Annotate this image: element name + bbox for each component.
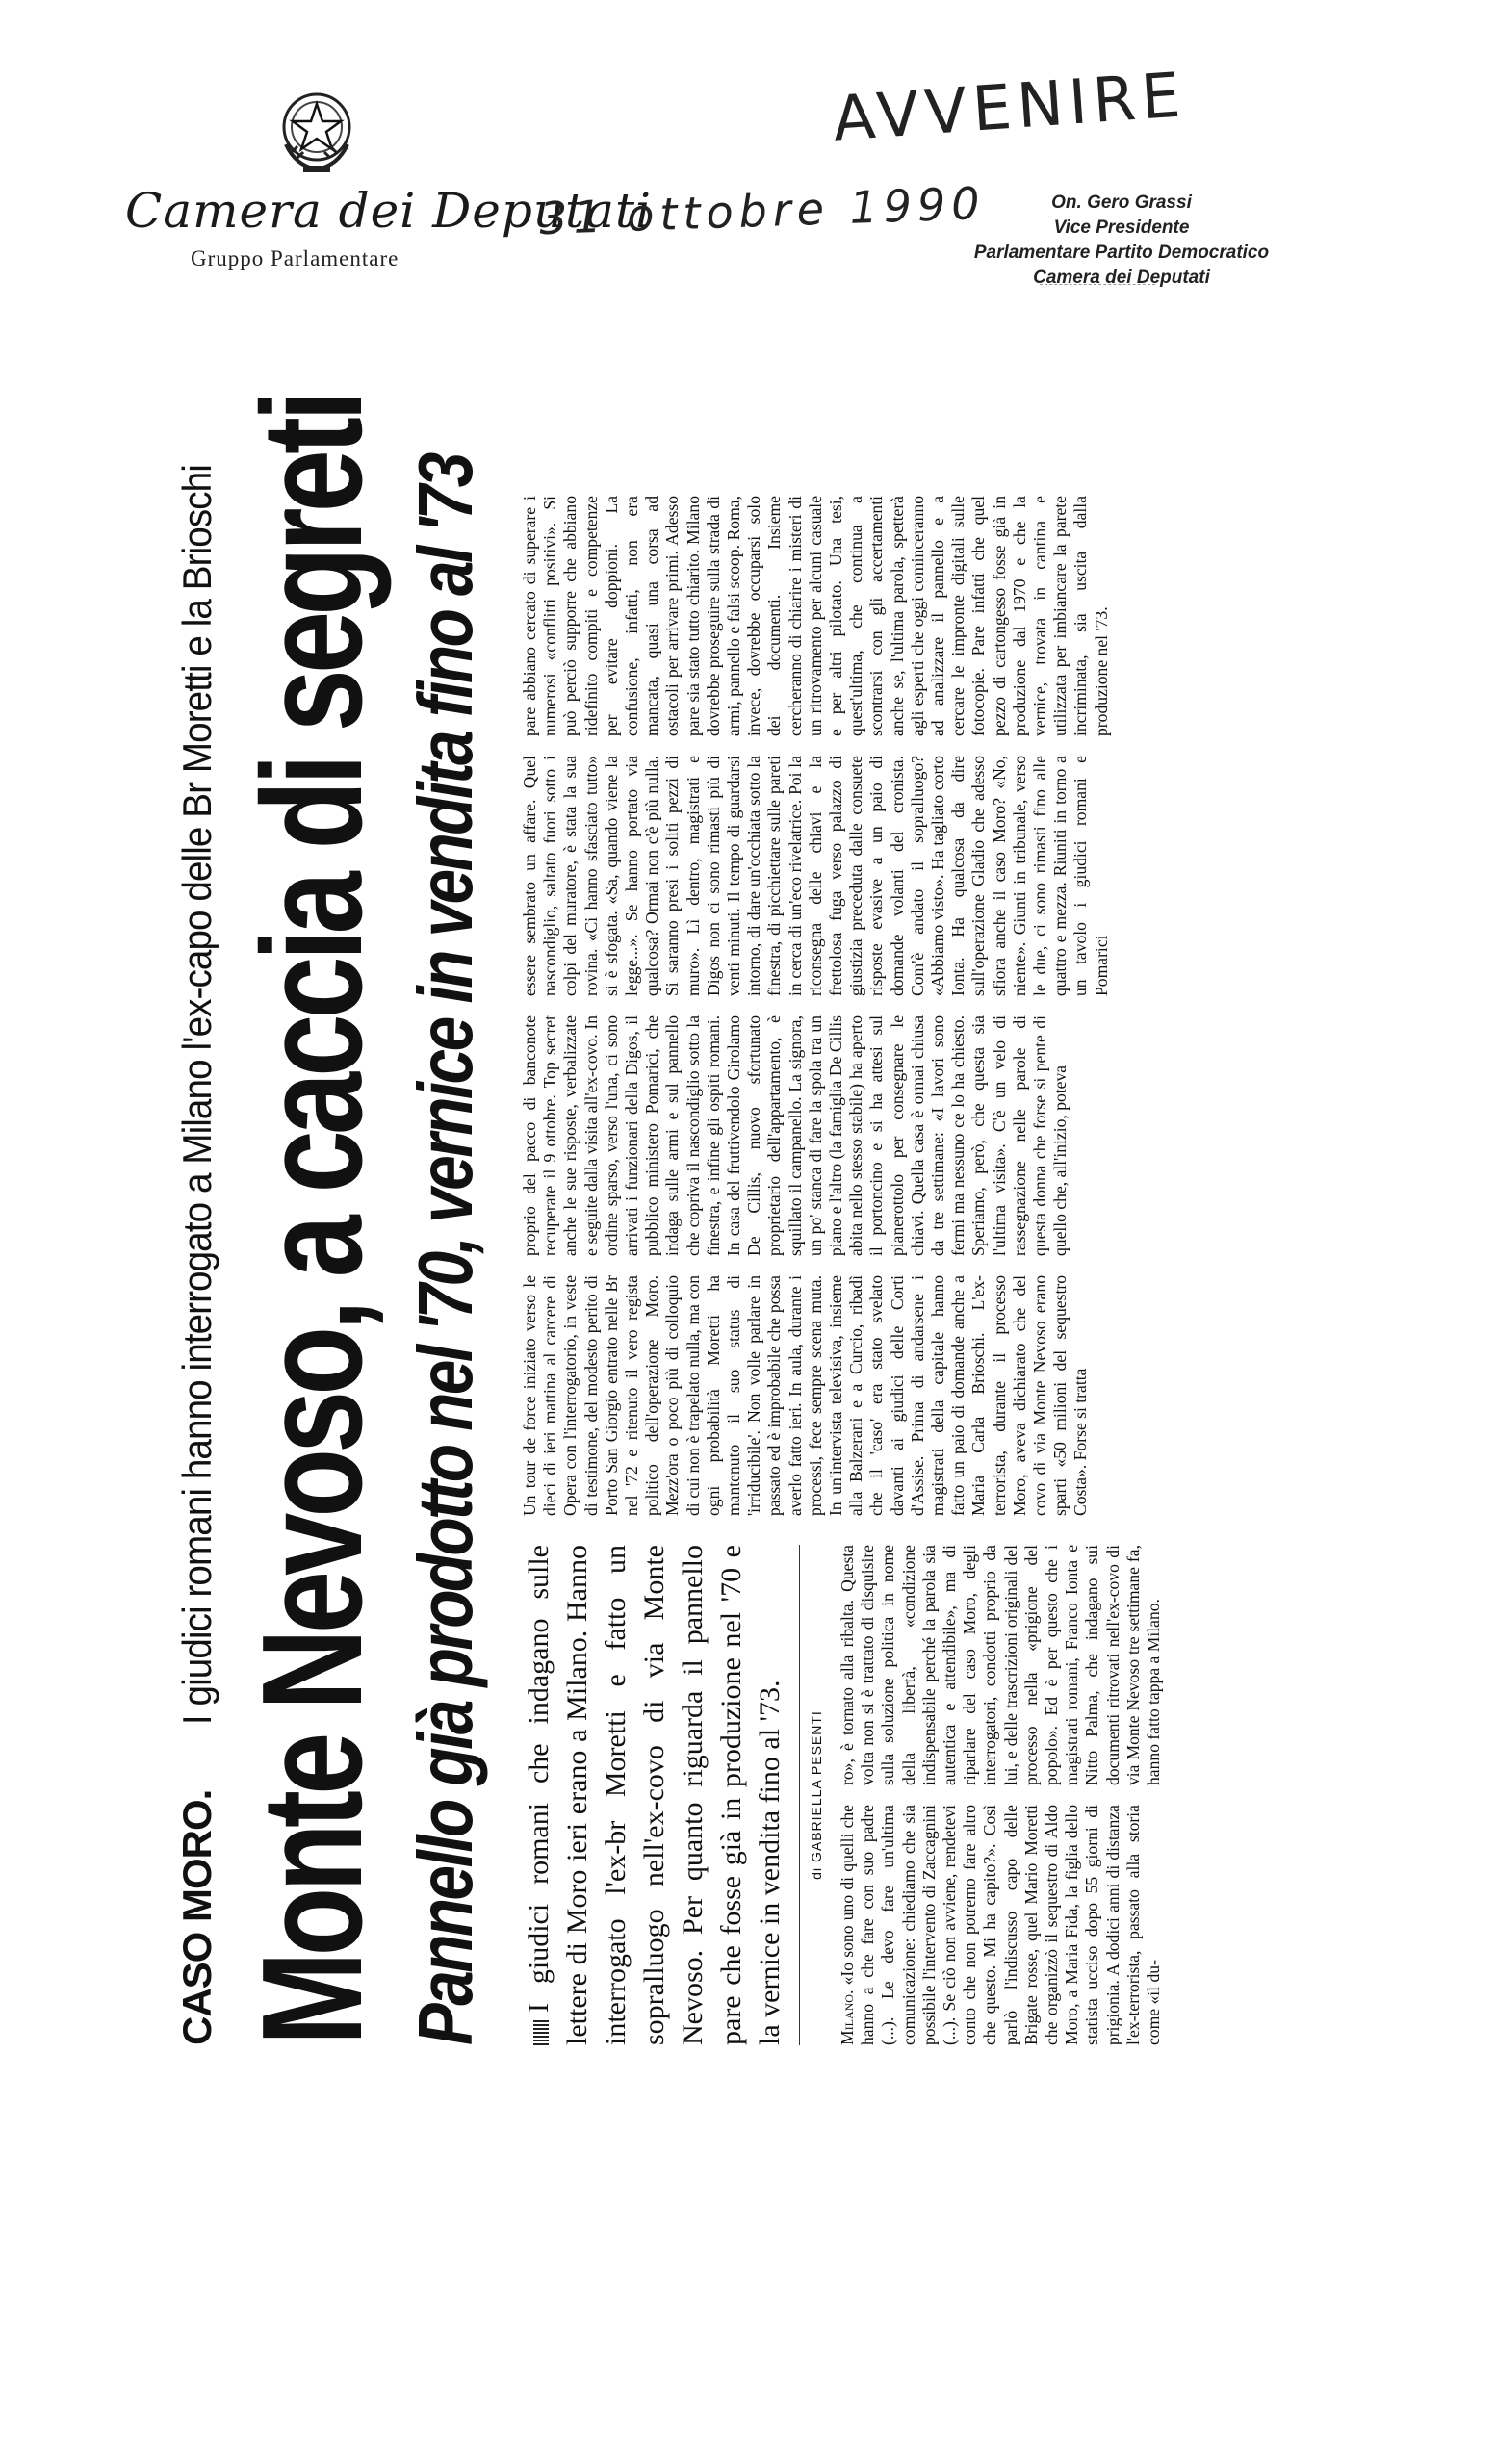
dateline: Milano. <box>838 1989 857 2045</box>
handwritten-newspaper-name: AVVENIRE <box>830 60 1189 156</box>
kicker-tag: CASO MORO. <box>174 1789 219 2045</box>
column-5-text: essere sembrato un affare. Quel nascondiglio, saltato fuori sotto i colpi del muratore, è stata la sua rovina. «Ci hanno sfasciato tutto» si è sfogata. «Sa, quando viene la legge...». Se hanno portato via qualcosa? Ormai non c'è più nulla. Si saranno presi i soliti pezzi di muro». Lì dentro, magistrati e Digos non ci sono rimasti più di venti minuti. Il tempo di guardarsi intorno, di dare un'occhiata sotto la finestra, di picchiettare sulle pareti in cerca di un'eco rivelatrice. Poi la riconsegna delle chiavi e la frettolosa fuga verso palazzo di giustizia preceduta dalle consuete risposte evasive a un paio di domande volanti del cronista. Com'è andato il sopralluogo? «Abbiamo visto». Ha tagliato corto Ionta. Ha qualcosa da dire sull'operazione Gladio che adesso sfiora anche il caso Moro? «No, niente». Giunti in tribunale, verso le due, ci sono rimasti fino alle quattro e mezza. Riuniti in torno a un tavolo i giudici romani e Pomarici <box>520 756 1111 996</box>
stamp-party: Parlamentare Partito Democratico <box>973 243 1270 263</box>
stamp-role: Vice Presidente <box>1053 218 1190 238</box>
newspaper-clipping <box>0 284 1496 2074</box>
byline-divider <box>799 1545 800 2045</box>
stamp-name: On. Gero Grassi <box>1051 192 1192 213</box>
clipping-rotated <box>135 313 1348 2045</box>
article-column-4 <box>520 1015 1070 1256</box>
stamp-chamber: Camera dei Deputati <box>1033 268 1210 288</box>
lead-text: I giudici romani che indagano sulle lettere di Moro ieri erano a Milano. Hanno interrogato l'ex-br Moretti e fatto un sopralluogo nell'ex-covo di via Monte Nevoso. Per quanto riguarda il pannello pare che fosse già in produzione nel '70 e la vernice in vendita fino al '73. <box>523 1545 786 2045</box>
article-subheadline: Pannello già prodotto nel '70, vernice in vendita fino al '73 <box>402 454 488 2045</box>
column-3-text: Un tour de force iniziato verso le dieci di ieri mattina al carcere di Opera con l'interrogatorio, in veste di testimone, del modesto perito di Porto San Giorgio entrato nelle Br nel '72 e ritenuto il vero regista politico dell'operazione Moro. Mezz'ora o poco più di colloquio di cui non è trapelato nulla, ma con ogni probabilità Moretti ha mantenuto il suo status di 'irriducibile'. Non volle parlare in passato ed è improbabile che possa averlo fatto ieri. In aula, durante i processi, fece sempre scena muta. In un'intervista televisiva, insieme alla Balzerani e a Curcio, ribadì che il 'caso' era stato svelato davanti ai giudici delle Corti d'Assise. Prima di andarsene i magistrati della capitale hanno fatto un paio di domande anche a Maria Carla Brioschi. L'ex-terrorista, durante il processo Moro, aveva dichiarato che del covo di via Monte Nevoso erano sparti «50 milioni del sequestro Costa». Forse si tratta <box>520 1275 1091 1516</box>
kicker-text: I giudici romani hanno interrogato a Milano l'ex-capo delle Br Moretti e la Brioschi <box>174 465 219 1726</box>
article-headline: Monte Nevoso, a caccia di segreti <box>233 395 392 2045</box>
institution-name: Camera dei Deputati <box>125 183 653 239</box>
group-name: Gruppo Parlamentare <box>191 246 400 270</box>
article-column-6 <box>520 496 1112 736</box>
deputy-stamp <box>948 191 1295 291</box>
article-byline: di GABRIELLA PESENTI <box>809 1710 824 1880</box>
article-column-5 <box>520 756 1112 996</box>
article-kicker <box>173 313 221 2045</box>
column-6-text: pare abbiano cercato di superare i numerosi «conflitti positivi». Si può perciò supporre che abbiano ridefinito compiti e competenze per evitare doppioni. La confusione, infatti, non era mancata, quasi una corsa ad ostacoli per arrivare primi. Adesso pare sia stato tutto chiarito. Milano dovrebbe proseguire sulla strada di armi, pannello e falsi scoop. Roma, invece, dovrebbe occuparsi solo dei documenti. Insieme cercheranno di chiarire i misteri di un ritrovamento per alcuni casuale e per altri pilotato. Una tesi, quest'ultima, che continua a scontrarsi con gli accertamenti anche se, l'ultima parola, spetterà agli esperti che oggi cominceranno ad analizzare il pannello e a cercare le impronte digitali sulle fotocopie. Pare infatti che quel pezzo di cartongesso fosse già in produzione dal 1970 e che la vernice, trovata in cantina e utilizzata per imbiancare la parete incriminata, sia uscita dalla produzione nel '73. <box>520 496 1111 736</box>
lead-marker <box>533 2020 549 2045</box>
article-column-1 <box>838 1805 1164 2045</box>
column-4-text: proprio del pacco di banconote recuperate il 9 ottobre. Top secret anche le sue risposte, verbalizzate e seguite dalla visita all'ex-covo. In ordine sparso, verso l'una, ci sono arrivati i funzionari della Digos, il pubblico ministero Pomarici, che indaga sulle armi e sul pannello che copriva il nascondiglio sotto la finestra, e infine gli ospiti romani. In casa del fruttivendolo Girolamo De Cillis, nuovo sfortunato proprietario dell'appartamento, è squillato il campanello. La signora, un po' stanca di fare la spola tra un piano e l'altro (la famiglia De Cillis abita nello stesso stabile) ha aperto il portoncino e si ha attesi sul pianerottolo per consegnare le chiavi. Quella casa è ormai chiusa da tre settimane: «I lavori sono fermi ma nessuno ce lo ha chiesto. Speriamo, però, che questa sia l'ultima visita». C'è un velo di rassegnazione nelle parole di questa donna che forse si pente di quello che, all'inizio, poteva <box>520 1015 1070 1256</box>
column-1-text: «Io sono uno di quelli che hanno a che fare con suo padre (...). Le devo fare un'ultima comunicazione: chiediamo che sia possibile l'intervento di Zaccagnini (...). Se ciò non avviene, rendetevi conto che non potremo fare altro che questo. Mi ha capito?». Così parlò l'indiscusso capo delle Brigate rosse, quel Mario Moretti che organizzò il sequestro di Aldo Moro, a Maria Fida, la figlia dello statista ucciso dopo 55 giorni di prigionia. A dodici anni di distanza l'ex-terrorista, passato alla storia come «il du- <box>838 1805 1164 2045</box>
article-column-2 <box>838 1545 1164 1785</box>
italian-republic-emblem-icon <box>274 85 359 177</box>
handwritten-date: 31 ottobre 1990 <box>538 176 987 245</box>
column-2-text: ro», è tornato alla ribalta. Questa volta non si è trattato di disquisire sulla soluzione politica in nome della libertà, «condizione indispensabile perché la parola sia autentica e attendibile», ma di riparlare del caso Moro, degli interrogatori, condotti proprio da lui, e delle trascrizioni originali del processo nella «prigione del popolo». Ed è per questo che i magistrati romani, Franco Ionta e Nitto Palma, che indagano sui documenti ritrovati nell'ex-covo di via Monte Nevoso tre settimane fa, hanno fatto tappa a Milano. <box>838 1545 1164 1785</box>
article-column-3 <box>520 1275 1092 1516</box>
article-lead <box>520 1545 789 2045</box>
